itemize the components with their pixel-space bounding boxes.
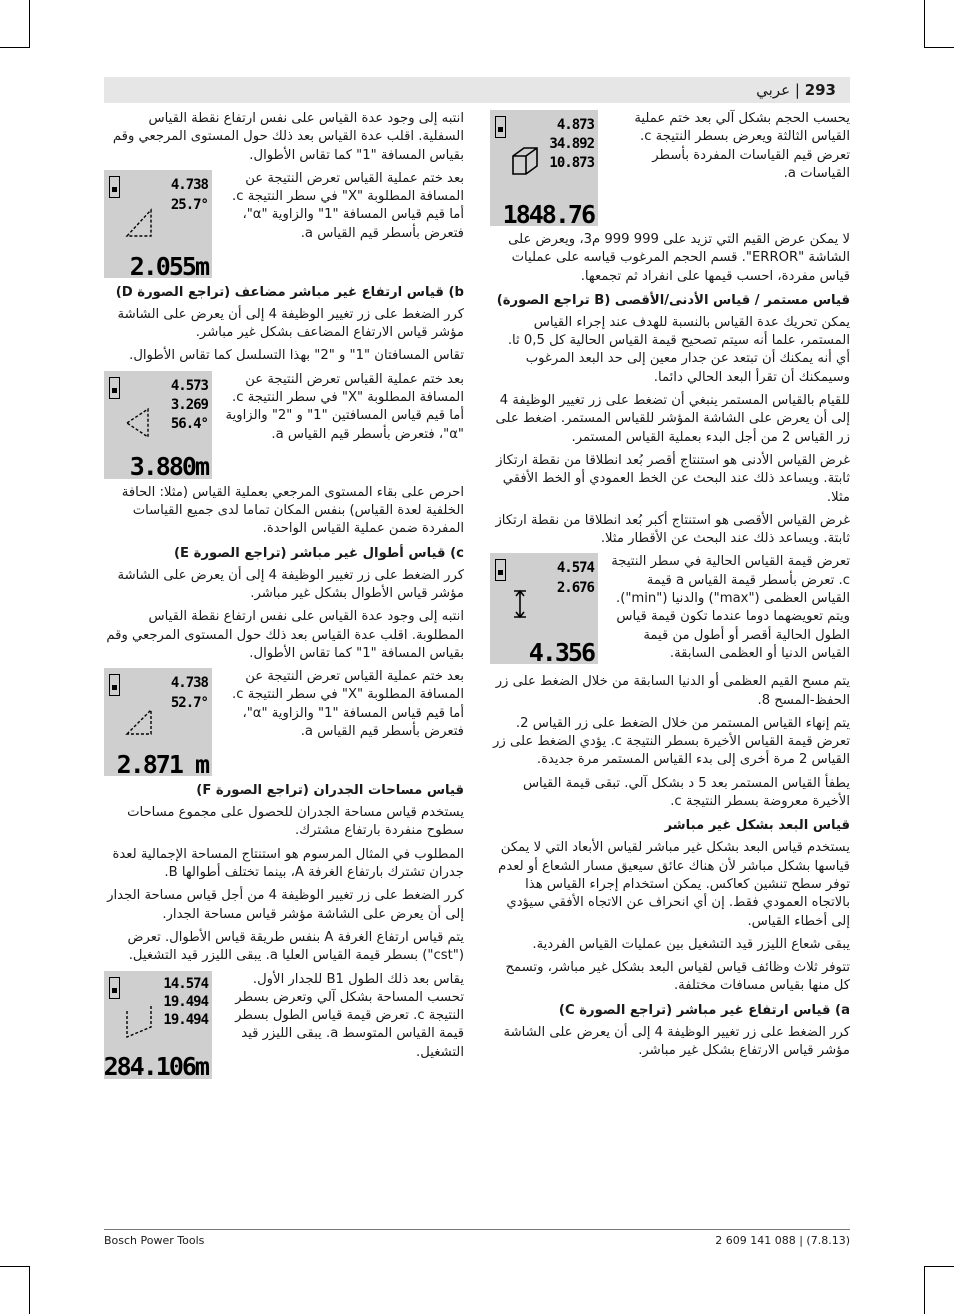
- section-heading: قياس مستمر / قياس الأدنى/الأقصى (B تراجع الصورة): [496, 292, 850, 308]
- device-icon: [109, 674, 120, 696]
- double-indirect-height-display-figure: [104, 371, 212, 482]
- paragraph: كرر الضغط على زر تغيير الوظيفة 4 إلى أن يعرض على الشاشة مؤشر قياس الأطوال بشكل غير مباشر.: [117, 567, 464, 601]
- paragraph: لا يمكن عرض القيم التي تزيد على 999 999 م3، ويعرض على الشاشة "ERROR". قسم الحجم المرغوب قياسه على عمليات قياس مفردة، احسب قيمها على انفراد ثم تجمعها.: [508, 232, 850, 284]
- paragraph: كرر الضغط على زر تغيير الوظيفة 4 من أجل قياس مساحة الجدار إلى أن يعرض على الشاشة مؤشر قياس مساحة الجدار.: [107, 888, 464, 922]
- wall-area-display-figure: [103, 971, 212, 1082]
- triangle-angle-icon: [124, 204, 154, 240]
- footer-divider: [104, 1229, 850, 1230]
- continuous-measure-icon: [510, 587, 540, 623]
- section-heading: قياس مساحات الجدران (تراجع الصورة F): [196, 783, 464, 799]
- paragraph: يمكن تحريك عدة القياس بالنسبة للهدف عند إجراء القياس المستمر، علما أنه سيتم تصحيح قيمة القياس الحالية كل 0,5 ثا. أي أنه يمكنك أن تبتعد عن جدار معين إلى حد البعد المرغوب وسيمكنك أن تقرأ البعد الحالي دائما.: [507, 314, 850, 385]
- indirect-height-display-figure: [104, 170, 212, 281]
- paragraph: يتم إنهاء القياس المستمر من خلال الضغط على زر القياس 2. تعرض قيمة القياس الأخيرة بسطر النتيجة c. يؤدي الضغط على زر القياس 2 مرة أخرى إلى بدء القياس المستمر مرة جديدة.: [493, 715, 850, 768]
- section-heading: a) قياس ارتفاع غير مباشر (تراجع الصورة C): [558, 1002, 850, 1018]
- measured-value-1: 4.873: [556, 117, 594, 133]
- paragraph: بعد ختم عملية القياس تعرض النتيجة عن المسافة المطلوبة "X" في سطر النتيجة c. أما قيم قياس المسافة "1" والزاوية "α"، فتعرض بأسطر قيم القياس a.: [232, 669, 464, 740]
- crop-mark: [924, 0, 925, 48]
- crop-mark: [924, 1266, 925, 1314]
- volume-display-figure: [490, 110, 598, 229]
- left-column: [104, 110, 464, 1084]
- crop-mark: [924, 47, 954, 48]
- measured-angle: 52.7°: [170, 695, 208, 712]
- result-value: 284.106m: [103, 1052, 208, 1082]
- footer-brand: Bosch Power Tools: [104, 1234, 205, 1247]
- cube-icon: [510, 144, 540, 180]
- right-column: [490, 110, 850, 1065]
- measured-value-3: 10.873: [549, 155, 594, 171]
- paragraph: كرر الضغط على زر تغيير الوظيفة 4 إلى أن يعرض على الشاشة مؤشر قياس الارتفاع المضاعف بشكل غير مباشر.: [117, 306, 464, 341]
- min-max-display-figure: [490, 553, 598, 668]
- device-icon: [109, 377, 120, 399]
- footer-doc-number: 2 609 141 088 | (7.8.13): [715, 1234, 850, 1247]
- device-icon: [109, 977, 120, 999]
- language-label: عربي: [756, 81, 791, 99]
- crop-mark: [0, 47, 30, 48]
- paragraph: بعد ختم عملية القياس تعرض النتيجة عن المسافة المطلوبة "X" في سطر النتيجة c. أما قيم قياس المسافتين "1" و "2" والزاوية "α"، فتعرض بأسطر قيم القياس a.: [225, 371, 464, 442]
- paragraph: غرض القياس الأقصى هو استنتاج أكبر بُعد انطلاقا من نقطة ارتكاز ثابتة. ويساعد ذلك عند البحث عن الأقطار مثلا.: [495, 512, 850, 547]
- page-header: [104, 77, 850, 103]
- paragraph: احرص على بقاء المستوى المرجعي بعملية القياس (مثلا: الحافة الخلفية لعدة القياس) بنفس المكان تماما لدى جميع القياسات المفردة ضمن عملية القياس الواحدة.: [121, 484, 464, 537]
- measured-value-2: 34.892: [549, 136, 594, 152]
- crop-mark: [924, 1266, 954, 1267]
- result-value: 2.871 m: [116, 749, 208, 779]
- page-number: 293: [804, 81, 836, 99]
- wall-area-icon: [124, 1005, 154, 1041]
- measured-angle: 56.4°: [170, 415, 208, 432]
- height-value: 14.574: [163, 975, 208, 992]
- paragraph: يبقى شعاع الليزر قيد التشغيل بين عمليات القياس الفردية.: [532, 936, 850, 952]
- crop-mark: [0, 1266, 30, 1267]
- measured-distance: 4.738: [170, 675, 208, 692]
- device-icon: [109, 176, 120, 198]
- max-value: 4.574: [556, 560, 594, 577]
- paragraph: يحسب الحجم بشكل آلي بعد ختم عملية القياس الثالثة ويعرض بسطر النتيجة c. تعرض قيم القياسات المفردة بأسطر القياسات a.: [634, 111, 850, 181]
- paragraph: للقيام بالقياس المستمر ينبغي أن تضغط على زر تغيير الوظيفة 4 إلى أن يعرض على الشاشة المؤشر للقياس المستمر. اضغط على زر القياس 2 من أجل البدء بعملية القياس المستمر.: [495, 393, 850, 445]
- paragraph: تعرض قيمة القياس الحالية في سطر النتيجة c. تعرض بأسطر قيمة القياس a قيمة القياس العظمى ("max") والدنيا ("min"). ويتم تعويضهما دوما عندما تكون قيمة قياس الطول الحالية أقصر أو أطول من قيمة القياس الدنيا أو العظمى السابقة.: [611, 554, 850, 661]
- paragraph: المطلوب في المثال المرسوم هو استنتاج المساحة الإجمالية لعدة جدران تشترك بارتفاع الغرفة A، بينما تختلف أطوالها B.: [112, 846, 464, 881]
- section-heading: b) قياس ارتفاع غير مباشر مضاعف (تراجع الصورة D): [115, 284, 464, 300]
- paragraph: تتوفر ثلاث وظائف قياس لقياس البعد بشكل غير مباشر، وتسمح كل منها بقياس مسافات مختلفة.: [505, 960, 850, 994]
- paragraph: يستخدم قياس مساحة الجدران للحصول على مجموع مساحات سطوح منفردة بارتفاع مشترك.: [127, 805, 464, 839]
- header-text: 293 | عربي: [756, 81, 836, 99]
- device-icon: [495, 116, 506, 138]
- measured-distance-2: 3.269: [170, 396, 208, 413]
- double-triangle-icon: [124, 405, 154, 441]
- measured-distance-1: 4.573: [170, 377, 208, 394]
- device-icon: [495, 559, 506, 581]
- crop-mark: [29, 0, 30, 48]
- paragraph: غرض القياس الأدنى هو استنتاج أقصر بُعد انطلاقا من نقطة ارتكاز ثابتة. ويساعد ذلك عند البحث عن الخط العمودي أو الخط الأفقي مثلا.: [496, 452, 850, 505]
- paragraph: يتم مسح القيم العظمى أو الدنيا السابقة من خلال الضغط على زر الحفظ-المسح 8.: [495, 674, 850, 708]
- result-value: 1848.76: [502, 199, 594, 229]
- paragraph: كرر الضغط على زر تغيير الوظيفة 4 إلى أن يعرض على الشاشة مؤشر قياس الارتفاع بشكل غير مباشر.: [503, 1024, 850, 1058]
- paragraph: يستخدم قياس البعد بشكل غير مباشر لقياس الأبعاد التي لا يمكن قياسها بشكل مباشر لأن هناك عائق سيعيق مسار الشعاع أو لعدم توفر سطح تنشين كعاكس. يمكن استخدام إجراء القياس هذا بالاتجاه العمودي فقط. إن أي انحراف عن الاتجاه الأفقي سيؤدي إلى أخطاء القياس.: [498, 840, 850, 929]
- paragraph: انتبه إلى وجود عدة القياس على نفس ارتفاع نقطة القياس المطلوبة. اقلب عدة القياس بعد ذلك حول المستوى المرجعي وقم بقياس المسافة "1" كما تقاس الأطوال.: [106, 609, 464, 661]
- section-heading: قياس البعد بشكل غير مباشر: [664, 818, 850, 834]
- measured-distance: 4.738: [170, 176, 208, 193]
- min-value: 2.676: [556, 580, 594, 597]
- paragraph: يتم قياس ارتفاع الغرفة A بنفس طريقة قياس الأطوال. تعرض ("cst") بسطر قيمة القياس العليا a. يبقى الليزر قيد التشغيل.: [127, 929, 464, 964]
- indirect-length-display-figure: [104, 668, 212, 779]
- sum-value: 19.494: [163, 1011, 208, 1028]
- section-heading: c) قياس أطوال غير مباشر (تراجع الصورة E): [174, 545, 464, 561]
- measured-angle: 25.7°: [170, 196, 208, 213]
- current-value: 4.356: [528, 638, 594, 668]
- crop-mark: [29, 1266, 30, 1314]
- triangle-length-icon: [124, 702, 154, 738]
- result-value: 3.880m: [129, 452, 208, 482]
- result-value: 2.055m: [129, 251, 208, 281]
- paragraph: تقاس المسافتان "1" و "2" بهذا التسلسل كما تقاس الأطوال.: [129, 348, 464, 364]
- length-value: 19.494: [163, 993, 208, 1010]
- paragraph: بعد ختم عملية القياس تعرض النتيجة عن المسافة المطلوبة "X" في سطر النتيجة c. أما قيم قياس المسافة "1" والزاوية "α"، فتعرض بأسطر قيم القياس a.: [232, 170, 464, 241]
- paragraph: انتبه إلى وجود عدة القياس على نفس ارتفاع نقطة القياس السفلية. اقلب عدة القياس بعد ذلك حول المستوى المرجعي وقم بقياس المسافة "1" كما تقاس الأطوال.: [112, 111, 464, 163]
- paragraph: يطفأ القياس المستمر بعد 5 د بشكل آلي. تبقى قيمة القياس الأخيرة معروضة بسطر النتيجة c.: [522, 775, 850, 810]
- paragraph: يقاس بعد ذلك الطول B1 للجدار الأول. تحسب المساحة بشكل آلي وتعرض بسطر النتيجة c. تعرض قيمة قياس الطول بسطر قيمة القياس المتوسط a. يبقى الليزر قيد التشغيل.: [235, 971, 464, 1060]
